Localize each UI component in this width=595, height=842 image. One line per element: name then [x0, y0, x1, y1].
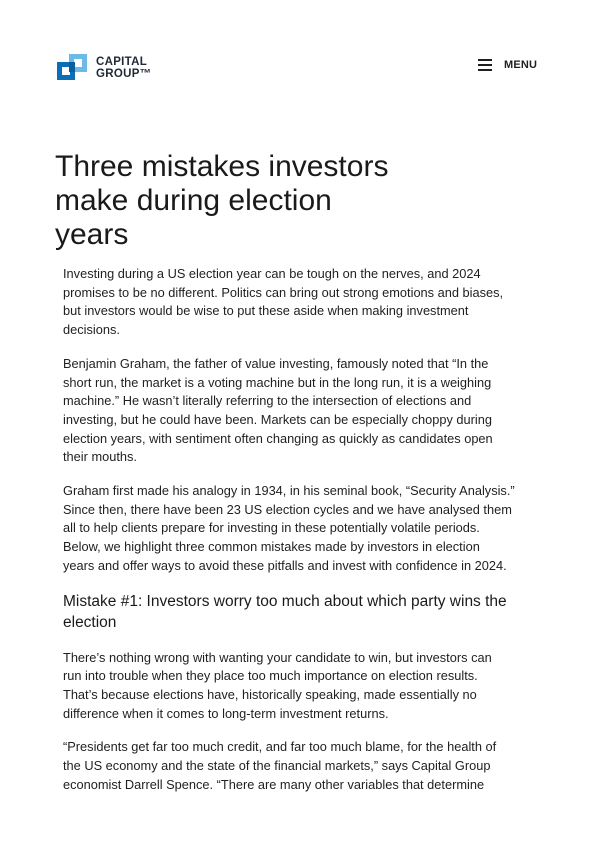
section-heading-mistake-1	[63, 591, 549, 633]
logo-text-line2: GROUP™	[96, 68, 152, 80]
logo-wordmark	[96, 56, 151, 80]
capital-group-logo-mark-icon	[57, 52, 89, 84]
text-line: machine.” He wasn’t literally referring to the intersection of elections and	[63, 393, 472, 409]
section-paragraph	[63, 649, 549, 724]
text-line: Since then, there have been 23 US election cycles and we have analysed them	[63, 501, 512, 517]
intro-paragraph	[63, 265, 549, 340]
text-line: years and offer ways to avoid these pitfalls and invest with confidence in 2024.	[63, 557, 507, 573]
text-line: investing, but he could have been. Markets can be especially choppy during	[63, 411, 492, 427]
text-line: promises to be no different. Politics can bring out strong emotions and biases,	[63, 284, 504, 300]
analogy-paragraph	[63, 482, 549, 576]
quote-paragraph	[63, 738, 549, 794]
text-line: election years, with sentiment often changing as quickly as candidates open	[63, 430, 493, 446]
heading-line: election	[63, 613, 117, 631]
text-line: Below, we highlight three common mistakes made by investors in election	[63, 539, 480, 555]
site-header	[0, 0, 595, 110]
text-line: That’s because elections have, historically speaking, made essentially no	[63, 686, 477, 702]
logo-text-line1: CAPITAL	[96, 56, 148, 68]
capital-group-logo[interactable]	[57, 52, 151, 84]
text-line: short run, the market is a voting machine but in the long run, it is a weighing	[63, 374, 492, 390]
article-title	[55, 150, 435, 252]
graham-paragraph	[63, 355, 549, 467]
text-line: economist Darrell Spence. “There are many other variables that determine	[63, 776, 485, 792]
text-line: “Presidents get far too much credit, and far too much blame, for the health of	[63, 739, 497, 755]
text-line: Graham first made his analogy in 1934, in his seminal book, “Security Analysis.”	[63, 483, 515, 499]
heading-line: Mistake #1: Investors worry too much about which party wins the	[63, 592, 507, 610]
title-line: years	[55, 218, 129, 251]
text-line: the US economy and the state of the financial markets,” says Capital Group	[63, 758, 491, 774]
title-line: make during election	[55, 184, 332, 217]
text-line: There’s nothing wrong with wanting your candidate to win, but investors can	[63, 649, 492, 665]
menu-label: MENU	[504, 59, 538, 71]
text-line: all to help clients prepare for investing in these potentially volatile periods.	[63, 520, 480, 536]
article-body	[63, 265, 549, 809]
hamburger-icon	[478, 59, 492, 71]
title-line: Three mistakes investors	[55, 150, 389, 183]
text-line: their mouths.	[63, 449, 137, 465]
text-line: run into trouble when they place too much importance on election results.	[63, 668, 478, 684]
menu-button[interactable]	[478, 59, 537, 71]
text-line: but investors would be wise to put these aside when making investment	[63, 303, 469, 319]
text-line: difference when it comes to long-term investment returns.	[63, 705, 389, 721]
text-line: Benjamin Graham, the father of value investing, famously noted that “In the	[63, 355, 489, 371]
text-line: Investing during a US election year can be tough on the nerves, and 2024	[63, 266, 481, 281]
text-line: decisions.	[63, 322, 120, 338]
